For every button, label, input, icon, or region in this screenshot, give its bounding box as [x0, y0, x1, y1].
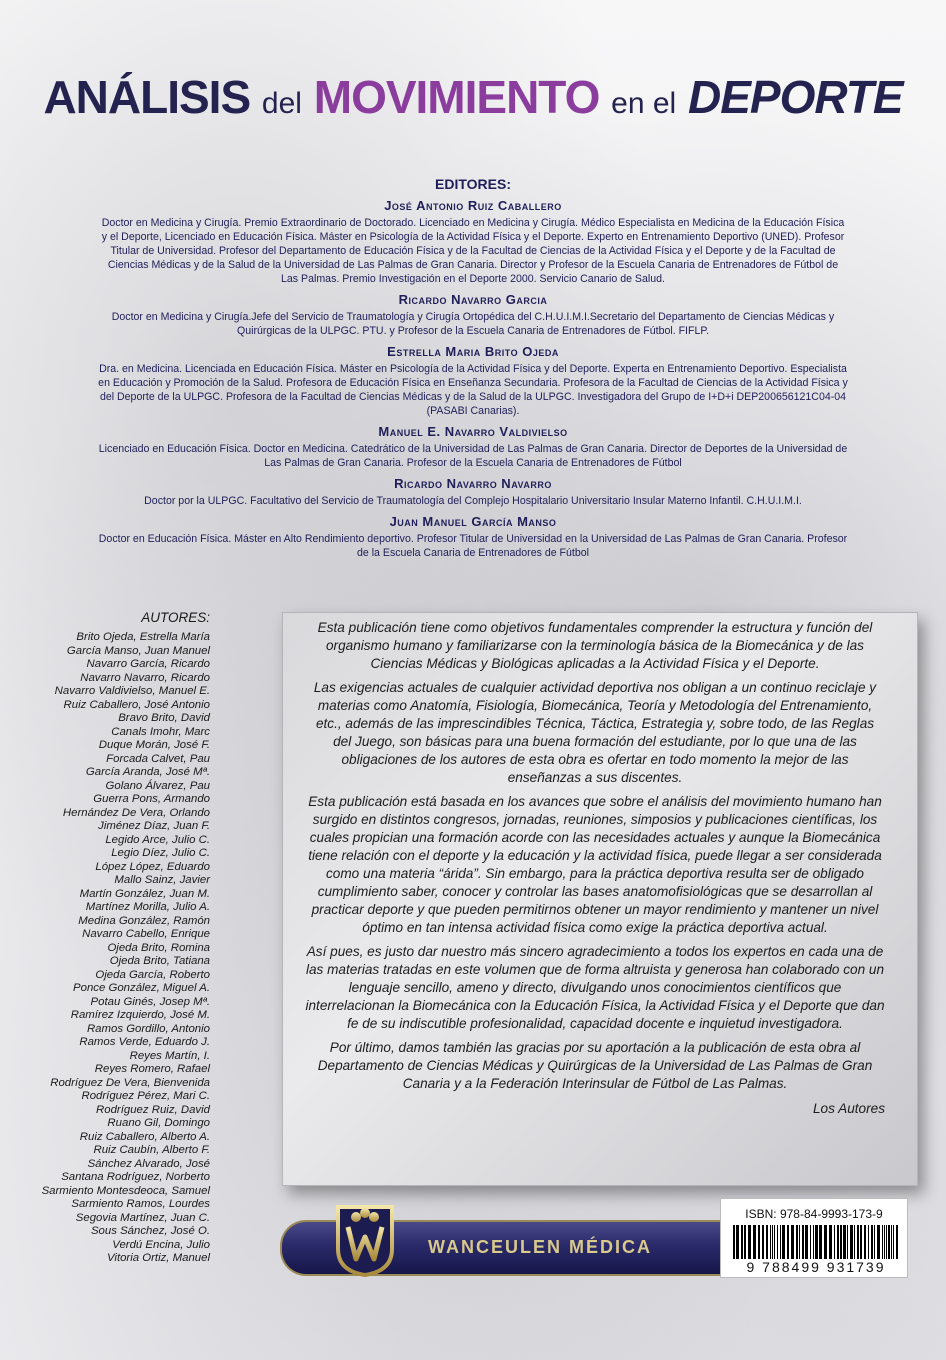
- editor-name: José Antonio Ruiz Caballero: [384, 198, 562, 213]
- editor-name: Ricardo Navarro Navarro: [394, 476, 552, 491]
- author-item: Ojeda Brito, Romina: [107, 941, 210, 954]
- author-item: Legio Díez, Julio C.: [111, 847, 210, 859]
- summary-box: [282, 612, 918, 1186]
- editor-name: Ricardo Navarro Garcia: [398, 292, 548, 307]
- author-item: López López, Eduardo: [95, 860, 210, 873]
- author-item: Medina González, Ramón: [78, 914, 210, 927]
- summary-signature: Los Autores: [812, 1101, 885, 1116]
- title-deporte: DEPORTE: [687, 71, 903, 123]
- editor-entry: [98, 292, 848, 338]
- author-item: Rodríguez De Vera, Bienvenida: [50, 1076, 210, 1089]
- summary-paragraph: Así pues, es justo dar nuestro más sincero agradecimiento a todos los expertos en cada una de las materias tratadas en este volumen que de forma altruista y generosa han colaborado con un lenguaje sencillo, ameno y directo, divulgando unos conocimientos científicos que interrelacionan la Biomecánica con la Educación Física, la Actividad Física y el Deporte que dan fe de su indiscutible profesionalidad, capacidad docente e inquietud investigadora.: [305, 944, 885, 1031]
- title-movimiento: MOVIMIENTO: [313, 71, 600, 123]
- author-item: Forcada Calvet, Pau: [106, 752, 210, 765]
- author-item: Ponce González, Miguel A.: [73, 982, 210, 994]
- author-item: Duque Morán, José F.: [98, 739, 210, 751]
- editor-entry: [98, 476, 848, 508]
- author-item: Ramos Gordillo, Antonio: [86, 1022, 210, 1035]
- author-item: Navarro Cabello, Enrique: [82, 928, 210, 940]
- author-item: Potau Ginés, Josep Mª.: [90, 995, 210, 1008]
- summary-paragraph: Esta publicación tiene como objetivos fundamentales comprender la estructura y función del organismo humano y familiarizarse con la terminología básica de la Biomecánica y de las Ciencias Médicas y Biológicas aplicadas a la Actividad Física y el Deporte.: [317, 620, 873, 671]
- book-title: [0, 70, 946, 124]
- author-item: Sous Sánchez, José O.: [90, 1225, 210, 1237]
- author-item: Sánchez Alvarado, José: [87, 1157, 210, 1170]
- publisher-logo-icon: [328, 1201, 402, 1279]
- editor-entry: [98, 344, 848, 418]
- editor-bio: Doctor en Medicina y Cirugía.Jefe del Servicio de Traumatología y Cirugía Ortopédica del C.H.U.I.M.I.Secretario del Departamento de Ciencias Médicas y Quirúrgicas de la ULPGC. PTU. y Profesor de la Escuela Canaria de Entrenadores de Fútbol. FIFLP.: [111, 311, 835, 337]
- author-item: Brito Ojeda, Estrella María: [76, 631, 210, 643]
- editor-bio: Doctor en Educación Física. Máster en Alto Rendimiento deportivo. Profesor Titular de Universidad en la Universidad de Las Palmas de Gran Canaria. Profesor de la Escuela Canaria de Entrenadores de Fútbol: [98, 533, 848, 559]
- editor-name: Estrella Maria Brito Ojeda: [387, 344, 559, 359]
- author-item: Golano Álvarez, Pau: [105, 779, 210, 792]
- isbn-text: ISBN: 978-84-9993-173-9: [745, 1207, 883, 1221]
- title-en-el: en el: [611, 87, 677, 120]
- author-item: García Aranda, José Mª.: [85, 766, 210, 778]
- author-item: Navarro Valdivielso, Manuel E.: [54, 685, 210, 697]
- author-item: Segovia Martínez, Juan C.: [75, 1211, 210, 1224]
- editors-section: [98, 176, 848, 566]
- author-item: Ojeda García, Roberto: [95, 968, 210, 981]
- author-item: Sarmiento Ramos, Lourdes: [71, 1198, 210, 1210]
- editor-bio: Doctor en Medicina y Cirugía. Premio Extraordinario de Doctorado. Licenciado en Medicina y Cirugía. Médico Especialista en Medicina de la Educación Física y el Deporte, Licenciado en Educación Física. Máster en Psicología de la Actividad Física y el Deporte. Experto en Entrenamiento Deportivo (UNED). Profesor Titular de Universidad. Profesor del Departamento de Educación Física y de la Facultad de Ciencias de la Actividad Física y el Deporte y de la Facultad de Ciencias Médicas y de la Salud de la Universidad de Las Palmas de Gran Canaria. Director y Profesor de la Escuela Canaria de Entrenadores de Fútbol de Las Palmas. Premio Investigación en el Deporte 2000. Servicio Canario de Salud.: [101, 217, 845, 285]
- author-item: Ramos Verde, Eduardo J.: [79, 1036, 210, 1048]
- author-item: Rodríguez Pérez, Mari C.: [81, 1090, 210, 1102]
- author-item: Sarmiento Montesdeoca, Samuel: [41, 1184, 210, 1197]
- author-item: Reyes Martín, I.: [129, 1049, 210, 1062]
- authors-list: [10, 631, 210, 1266]
- barcode-icon: [733, 1225, 901, 1263]
- summary-paragraph: Esta publicación está basada en los avances que sobre el análisis del movimiento humano han surgido en distintos congresos, jornadas, reuniones, simposios y publicaciones científicas, los cuales propician una formación acorde con las necesidades actuales y aunque la Biomecánica tiene relación con el deporte y la educación y la actividad física, puede llegar a ser considerada como una materia “árida”. Sin embargo, para la práctica deportiva resulta ser de obligado cumplimiento saber, conocer y controlar las bases anatomofisiológicas que se desarrollan al practicar deporte y que pueden permitirnos obtener un mayor rendimiento y mantener un nivel óptimo en tan intensa actividad física como exige la práctica deportiva actual.: [308, 794, 882, 935]
- summary-paragraph: Las exigencias actuales de cualquier actividad deportiva nos obligan a un continuo reciclaje y materias como Anatomía, Fisiología, Biomecánica, Teoría y Metodología del Entrenamiento, etc., además de las imprescindibles Técnica, Táctica, Estrategia y, sobre todo, de las Reglas del Juego, son básicas para una buena formación del estudiante, por lo que una de las obligaciones de los autores de esta obra es ofertar en todo momento la mejor de las enseñanzas a sus discentes.: [313, 680, 877, 785]
- author-item: Navarro García, Ricardo: [86, 658, 210, 670]
- author-item: Ruiz Caballero, Alberto A.: [79, 1130, 210, 1143]
- editor-name: Juan Manuel García Manso: [389, 514, 557, 529]
- editor-entry: [98, 424, 848, 470]
- title-analisis: ANÁLISIS: [43, 71, 251, 123]
- barcode-digits: 9 788499 931739: [725, 1259, 907, 1275]
- editor-entry: [98, 198, 848, 286]
- editor-bio: Licenciado en Educación Física. Doctor en Medicina. Catedrático de la Universidad de Las Palmas de Gran Canaria. Director de Deportes de la Universidad de Las Palmas de Gran Canaria. Profesor de la Escuela Canaria de Entrenadores de Fútbol: [98, 443, 848, 469]
- title-del: del: [261, 87, 302, 120]
- summary-paragraph: Por último, damos también las gracias por su aportación a la publicación de esta obra al Departamento de Ciencias Médicas y Quirúrgicas de la Universidad de Las Palmas de Gran Canaria y a la Federación Interinsular de Fútbol de Las Palmas.: [317, 1040, 873, 1091]
- author-item: García Manso, Juan Manuel: [66, 644, 210, 657]
- author-item: Canals Imohr, Marc: [111, 725, 210, 738]
- editors-heading: EDITORES:: [435, 176, 511, 192]
- author-item: Rodríguez Ruiz, David: [96, 1103, 210, 1116]
- authors-heading: AUTORES:: [141, 610, 210, 625]
- author-item: Bravo Brito, David: [118, 712, 210, 724]
- author-item: Legido Arce, Julio C.: [105, 833, 210, 846]
- author-item: Ojeda Brito, Tatiana: [109, 955, 210, 967]
- author-item: Ruiz Caubín, Alberto F.: [93, 1144, 210, 1156]
- editor-entry: [98, 514, 848, 560]
- author-item: Ramírez Izquierdo, José M.: [70, 1009, 210, 1021]
- editor-bio: Doctor por la ULPGC. Facultativo del Servicio de Traumatología del Complejo Hospitalario Universitario Insular Materno Infantil. C.H.U.I.M.I.: [144, 495, 802, 507]
- author-item: Martín González, Juan M.: [79, 887, 210, 900]
- author-item: Navarro Navarro, Ricardo: [80, 671, 210, 684]
- author-item: Ruano Gil, Domingo: [107, 1117, 210, 1129]
- publisher-name: WANCEULEN MÉDICA: [428, 1237, 652, 1257]
- author-item: Mallo Sainz, Javier: [114, 874, 210, 886]
- author-item: Hernández De Vera, Orlando: [62, 806, 210, 819]
- author-item: Vitoria Ortiz, Manuel: [107, 1252, 210, 1264]
- author-item: Reyes Romero, Rafael: [94, 1063, 210, 1075]
- editor-name: Manuel E. Navarro Valdivielso: [378, 424, 568, 439]
- author-item: Verdú Encina, Julio: [112, 1238, 210, 1251]
- barcode-box: [720, 1198, 908, 1278]
- author-item: Martínez Morilla, Julio A.: [85, 901, 210, 913]
- author-item: Guerra Pons, Armando: [93, 793, 210, 805]
- author-item: Santana Rodríguez, Norberto: [61, 1171, 210, 1183]
- author-item: Jiménez Díaz, Juan F.: [98, 820, 210, 832]
- author-item: Ruiz Caballero, José Antonio: [63, 698, 210, 711]
- authors-section: [10, 610, 210, 1266]
- editor-bio: Dra. en Medicina. Licenciada en Educación Física. Máster en Psicología de la Actividad Física y del Deporte. Experta en Entrenamiento Deportivo. Especialista en Educación y Promoción de la Salud. Profesora de Educación Física en Enseñanza Secundaria. Profesora de la Facultad de Ciencias de la Actividad Física y del Deporte de la ULPGC. Profesora de la Facultad de Ciencias Médicas y de la Salud de la ULPGC. Investigadora del Grupo de I+D+i DEP200656121C04-04 (PASABI Canarias).: [98, 363, 848, 417]
